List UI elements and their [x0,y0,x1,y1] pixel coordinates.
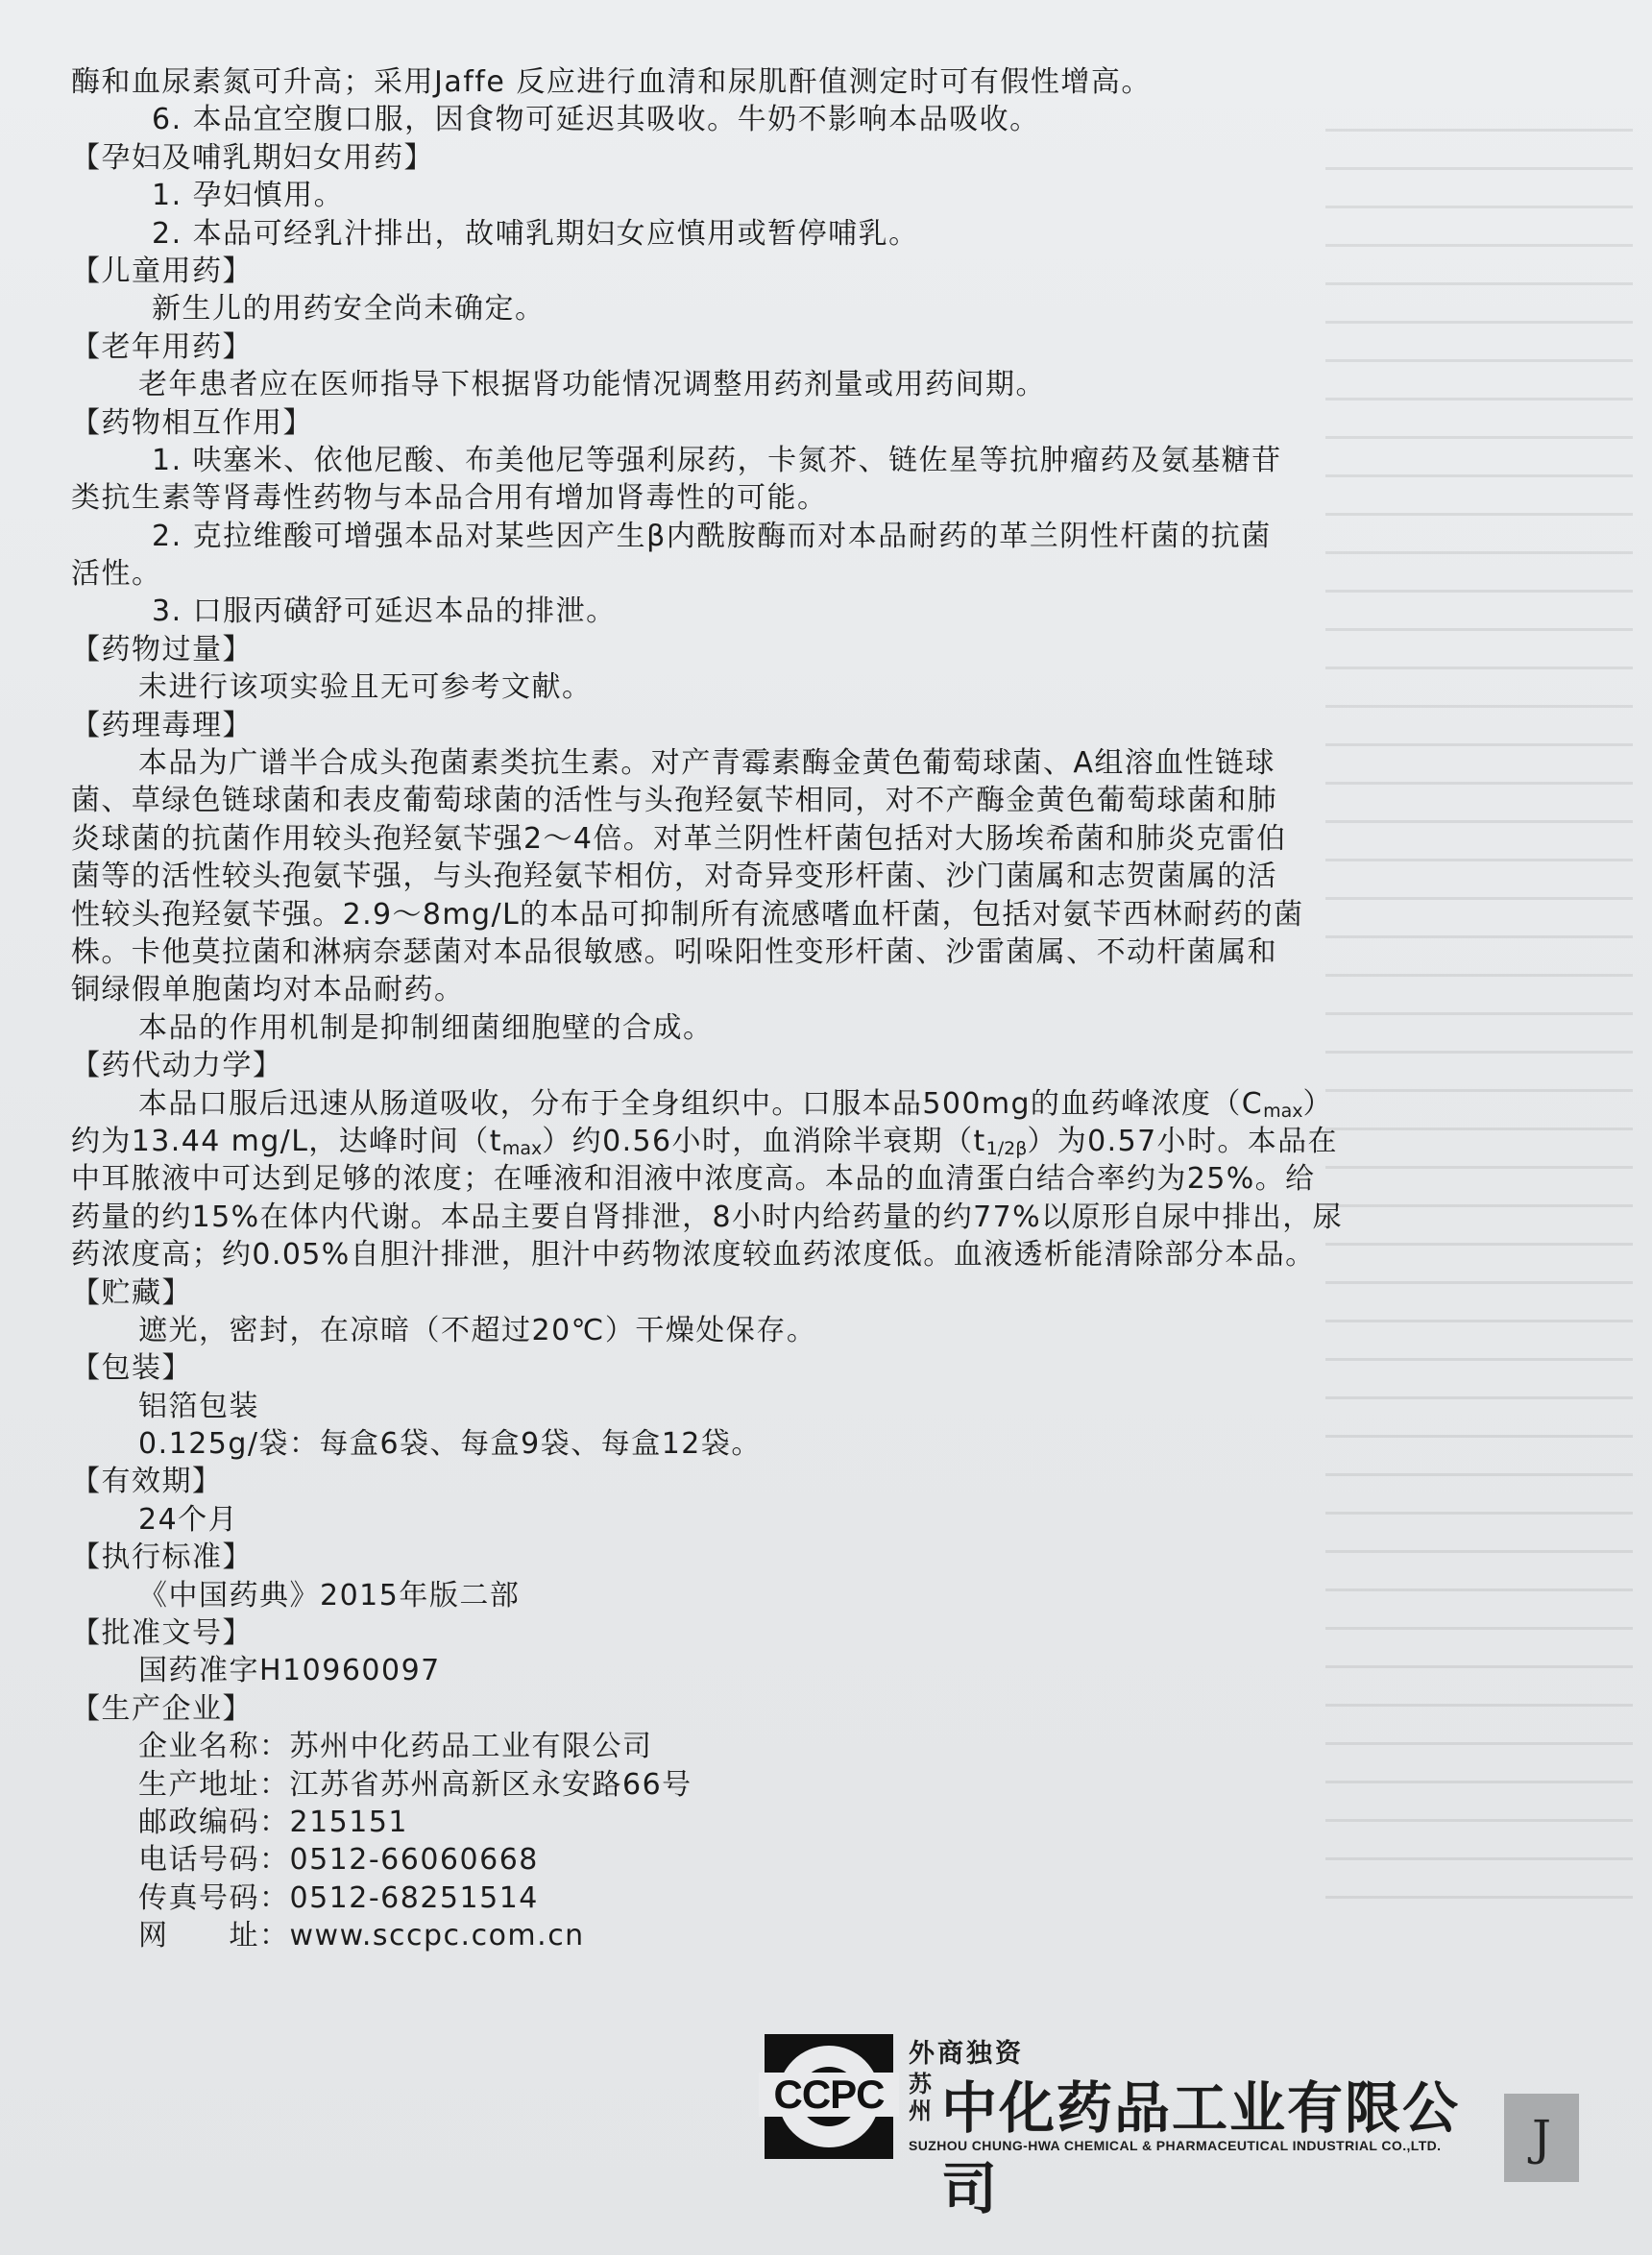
text-line: 菌、草绿色链球菌和表皮葡萄球菌的活性与头孢羟氨苄相同，对不产酶金黄色葡萄球菌和肺 [71,784,1277,818]
section-heading: 【药物过量】 [71,632,253,667]
section-heading: 【批准文号】 [71,1616,253,1651]
text-line: 未进行该项实验且无可参考文献。 [138,670,593,705]
text-line: 0.125g/袋：每盒6袋、每盒9袋、每盒12袋。 [138,1427,762,1462]
pk-subscript: max [1263,1100,1303,1122]
text-line: 国药准字H10960097 [138,1654,441,1688]
logo-tag: 外商独资 [909,2039,1024,2069]
section-heading: 【包装】 [71,1351,192,1386]
pk-subscript: 1/2β [985,1137,1028,1159]
text-line: 6. 本品宜空腹口服，因食物可延迟其吸收。牛奶不影响本品吸收。 [152,103,1040,137]
section-heading: 【药理毒理】 [71,708,253,742]
company-name-line: 企业名称：苏州中化药品工业有限公司 [138,1730,653,1764]
text-line: 药浓度高；约0.05%自胆汁排泄，胆汁中药物浓度较血药浓度低。血液透析能清除部分本品。 [71,1238,1316,1273]
text-line: 老年患者应在医师指导下根据肾功能情况调整用药剂量或用药间期。 [138,368,1046,402]
text-line: 遮光，密封，在凉暗（不超过20℃）干燥处保存。 [138,1313,817,1347]
pk-line-1 [71,1085,1589,1123]
text-line: 1. 呋塞米、依他尼酸、布美他尼等强利尿药，卡氮芥、链佐星等抗肿瘤药及氨基糖苷 [152,443,1282,477]
text-line: 2. 本品可经乳汁排出，故哺乳期妇女应慎用或暂停哺乳。 [152,216,919,251]
text-line: 2. 克拉维酸可增强本品对某些因产生β内酰胺酶而对本品耐药的革兰阴性杆菌的抗菌 [152,519,1272,553]
company-logo [765,2034,1475,2221]
phone-line: 电话号码：0512-66060668 [138,1843,539,1878]
text-line: 酶和血尿素氮可升高；采用Jaffe 反应进行血清和尿肌酐值测定时可有假性增高。 [71,65,1152,99]
section-heading: 【生产企业】 [71,1691,253,1726]
logo-company-name: 中化药品工业有限公司 [941,2075,1461,2221]
postcode-line: 邮政编码：215151 [138,1805,409,1839]
pk-text: ）为0.57小时。本品在 [1027,1124,1338,1158]
text-line: 3. 口服丙磺舒可延迟本品的排泄。 [152,594,617,629]
text-line: 菌等的活性较头孢氨苄强，与头孢羟氨苄相仿，对奇异变形杆菌、沙门菌属和志贺菌属的活 [71,860,1277,894]
text-line: 株。卡他莫拉菌和淋病奈瑟菌对本品很敏感。吲哚阳性变形杆菌、沙雷菌属、不动杆菌属和 [71,934,1277,969]
section-heading: 【儿童用药】 [71,254,253,288]
logo-city: 苏州 [909,2071,932,2124]
corner-mark: J [1504,2094,1579,2182]
text-line: 性较头孢羟氨苄强。2.9～8mg/L的本品可抑制所有流感嗜血杆菌，包括对氨苄西林耐药的菌 [71,897,1304,932]
text-line: 24个月 [138,1502,239,1537]
website-line: 网 址：www.sccpc.com.cn [138,1919,585,1953]
text-line: 类抗生素等肾毒性药物与本品合用有增加肾毒性的可能。 [71,481,828,516]
text-line: 铝箔包装 [138,1389,259,1423]
pk-text: 约为13.44 mg/L，达峰时间（t [71,1124,502,1158]
leaflet-text [71,63,1589,1955]
section-heading: 【孕妇及哺乳期妇女用药】 [71,140,434,175]
pk-line-2 [71,1123,1589,1160]
section-heading: 【药代动力学】 [71,1049,283,1083]
text-line: 本品的作用机制是抑制细菌细胞壁的合成。 [138,1010,714,1045]
section-heading: 【药物相互作用】 [71,405,313,440]
text-line: 新生儿的用药安全尚未确定。 [152,292,546,327]
section-heading: 【执行标准】 [71,1540,253,1575]
pk-text: 本品口服后迅速从肠道吸收，分布于全身组织中。口服本品500mg的血药峰浓度（C [138,1086,1264,1121]
address-line: 生产地址：江苏省苏州高新区永安路66号 [138,1767,692,1802]
logo-abbr: CCPC [759,2073,899,2117]
pk-text: ）约0.56小时，血消除半衰期（t [542,1124,986,1158]
logo-english-name: SUZHOU CHUNG-HWA CHEMICAL & PHARMACEUTICAL INDUSTRIAL CO.,LTD. [909,2138,1442,2153]
text-line: 铜绿假单胞菌均对本品耐药。 [71,973,465,1007]
text-line: 《中国药典》2015年版二部 [138,1578,521,1612]
text-line: 炎球菌的抗菌作用较头孢羟氨苄强2～4倍。对革兰阴性杆菌包括对大肠埃希菌和肺炎克雷伯 [71,821,1287,856]
text-line: 活性。 [71,557,162,592]
section-heading: 【有效期】 [71,1465,223,1499]
pk-subscript: max [501,1137,543,1159]
fax-line: 传真号码：0512-68251514 [138,1880,539,1915]
pk-text: ） [1302,1086,1333,1121]
text-line: 本品为广谱半合成头孢菌素类抗生素。对产青霉素酶金黄色葡萄球菌、A组溶血性链球 [138,746,1275,781]
section-heading: 【贮藏】 [71,1275,192,1310]
text-line: 药量的约15%在体内代谢。本品主要自肾排泄，8小时内给药量的约77%以原形自尿中排出，尿 [71,1200,1344,1234]
text-line: 中耳脓液中可达到足够的浓度；在唾液和泪液中浓度高。本品的血清蛋白结合率约为25%。给 [71,1162,1316,1197]
text-line: 1. 孕妇慎用。 [152,179,345,213]
section-heading: 【老年用药】 [71,329,253,364]
